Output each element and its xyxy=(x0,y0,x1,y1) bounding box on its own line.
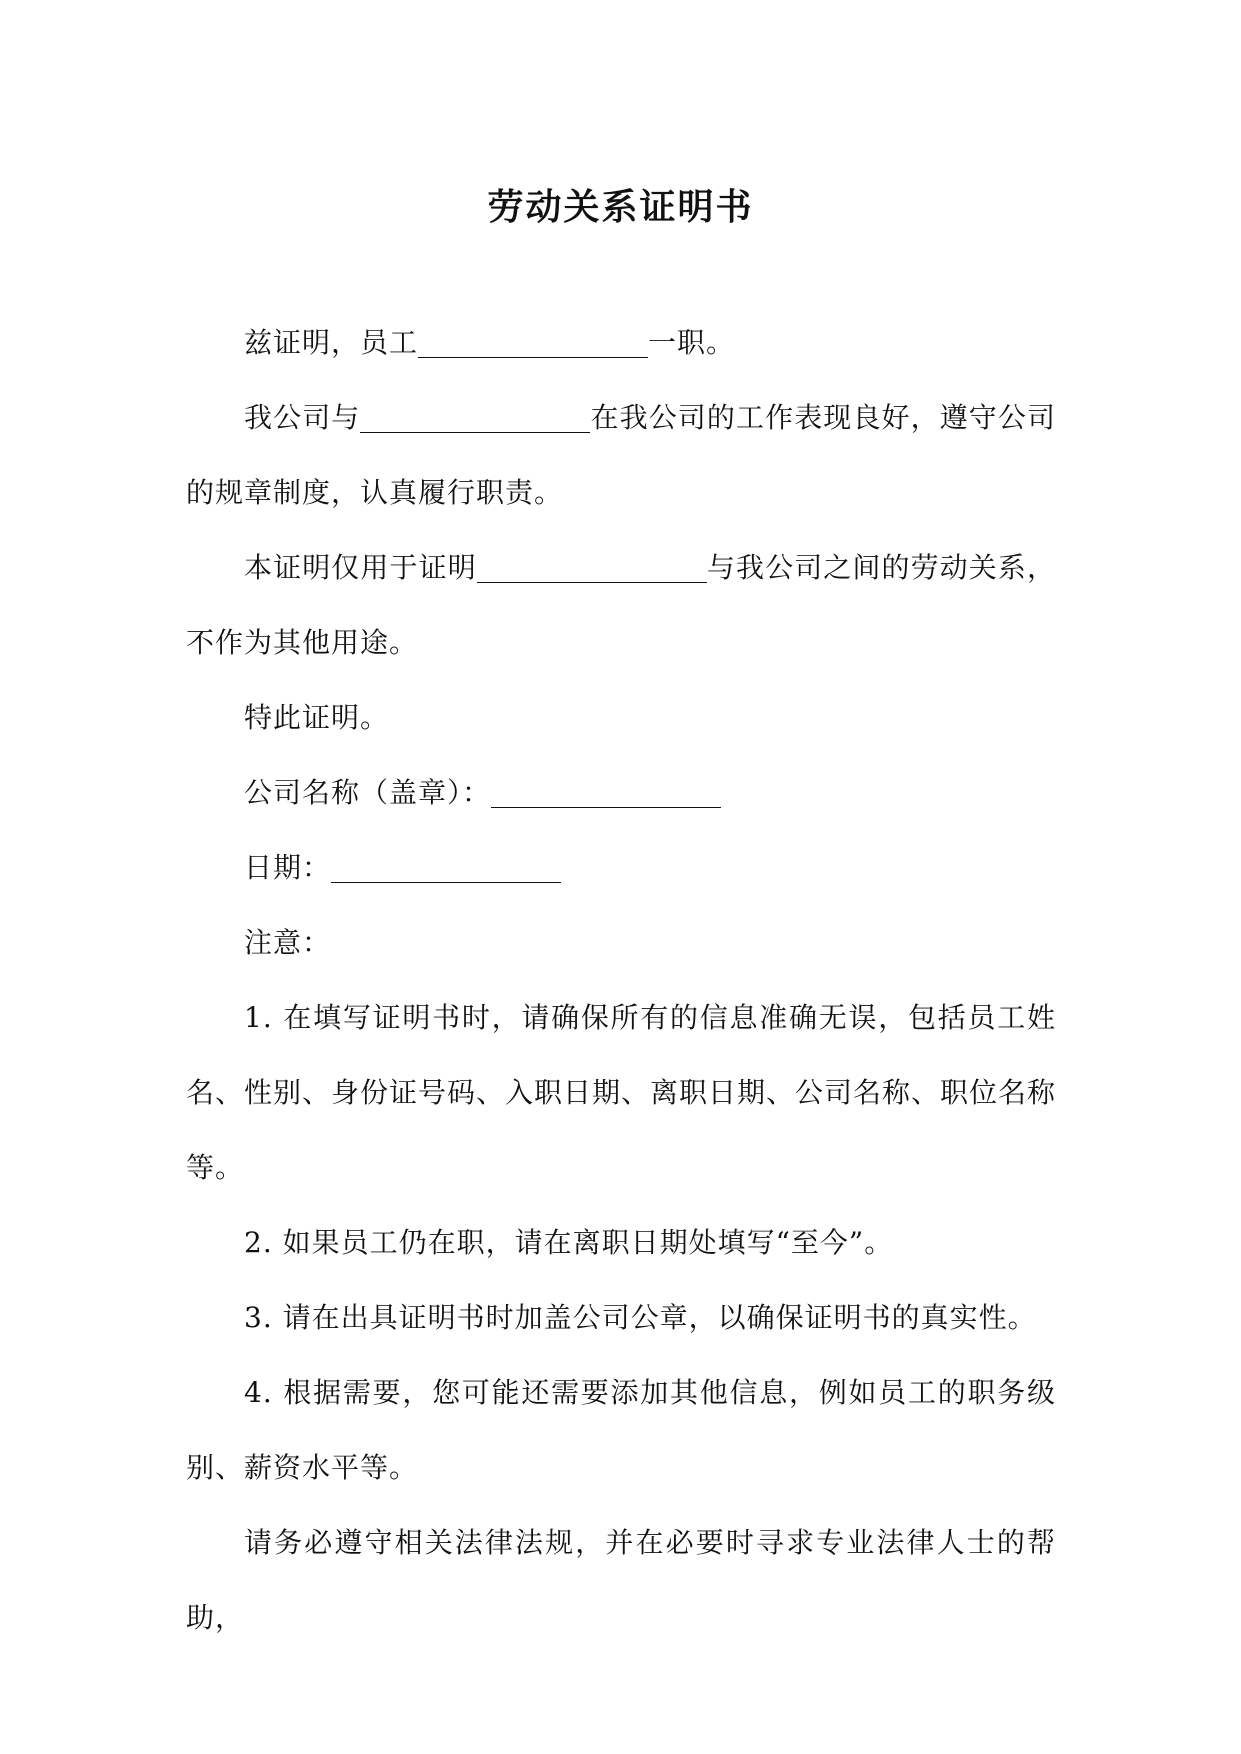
paragraph-text: 在我公司的工作表现良好，遵守公司的规章制度，认真履行职责。 xyxy=(186,401,1056,509)
blank-purpose-line[interactable] xyxy=(477,552,707,583)
notes-heading: 注意： xyxy=(244,926,332,959)
blank-employee-line[interactable] xyxy=(418,327,648,358)
paragraph-purpose xyxy=(186,530,1056,680)
document-title: 劳动关系证明书 xyxy=(487,186,754,228)
blank-name-line[interactable] xyxy=(360,402,590,433)
note-item-2: 2. 如果员工仍在职，请在离职日期处填写“至今”。 xyxy=(244,1226,894,1259)
paragraph-text: 兹证明，员工 xyxy=(244,326,419,359)
paragraph-employee xyxy=(186,305,1056,380)
date-field xyxy=(186,830,1056,905)
paragraph-certify: 特此证明。 xyxy=(244,701,390,734)
paragraph-text: 与我公司之间的劳动关系，不作为其他用途。 xyxy=(186,551,1056,659)
note-item-1: 1. 在填写证明书时，请确保所有的信息准确无误，包括员工姓名、性别、身份证号码、入职日期、离职日期、公司名称、职位名称等。 xyxy=(186,1001,1057,1184)
paragraph-text: 本证明仅用于证明 xyxy=(244,551,477,584)
paragraph-performance xyxy=(186,380,1056,530)
date-label: 日期： xyxy=(244,851,332,884)
paragraph-text: 我公司与 xyxy=(244,401,361,434)
document-body xyxy=(186,305,1056,1655)
note-item-3: 3. 请在出具证明书时加盖公司公章，以确保证明书的真实性。 xyxy=(244,1301,1037,1334)
note-item-4: 4. 根据需要，您可能还需要添加其他信息，例如员工的职务级别、薪资水平等。 xyxy=(186,1376,1056,1484)
company-name-line[interactable] xyxy=(491,777,721,808)
closing-paragraph: 请务必遵守相关法律法规，并在必要时寻求专业法律人士的帮助， xyxy=(186,1526,1056,1634)
date-line[interactable] xyxy=(331,852,561,883)
company-name-label: 公司名称（盖章）： xyxy=(244,776,492,809)
company-name-field xyxy=(186,755,1056,830)
paragraph-text: 一职。 xyxy=(648,326,736,359)
